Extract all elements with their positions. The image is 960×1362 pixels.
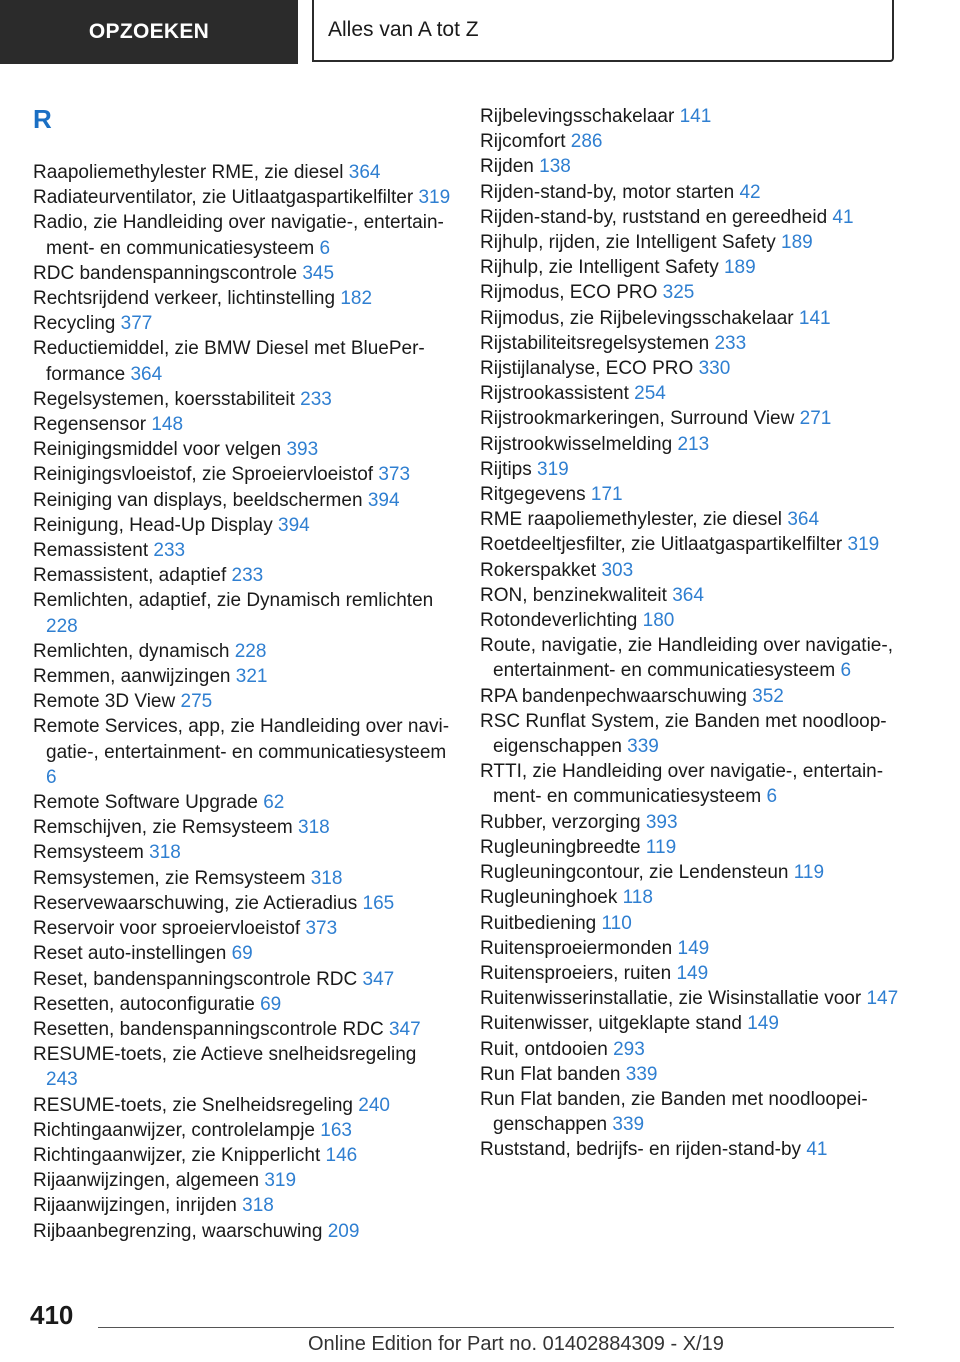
index-entry bbox=[480, 104, 920, 129]
page-reference-link[interactable]: 339 bbox=[612, 1114, 645, 1136]
index-entry bbox=[480, 306, 920, 331]
page-reference-link[interactable]: 209 bbox=[327, 1220, 360, 1242]
footer-divider bbox=[98, 1327, 894, 1328]
index-entry-text: Rijstrookassistent bbox=[480, 383, 629, 405]
index-entry bbox=[480, 406, 920, 431]
index-entry-text: Rokerspakket bbox=[480, 559, 597, 581]
index-entry-text: Richtingaanwijzer, controlelampje bbox=[33, 1119, 315, 1141]
index-entry bbox=[33, 185, 453, 210]
index-column-left bbox=[33, 160, 453, 1244]
page-reference-link[interactable]: 318 bbox=[149, 842, 181, 864]
index-entry bbox=[480, 180, 920, 205]
index-entry bbox=[33, 714, 453, 790]
section-tab[interactable]: OPZOEKEN bbox=[0, 0, 298, 64]
page-reference-link[interactable]: 149 bbox=[677, 937, 710, 959]
page-reference-link[interactable]: 373 bbox=[305, 918, 338, 940]
page-reference-link[interactable]: 110 bbox=[601, 912, 632, 934]
page-reference-link[interactable]: 325 bbox=[662, 282, 695, 304]
index-entry bbox=[480, 936, 920, 961]
index-entry bbox=[33, 160, 453, 185]
page-reference-link[interactable]: 6 bbox=[840, 660, 852, 682]
index-entry bbox=[33, 387, 453, 412]
page-reference-link[interactable]: 119 bbox=[793, 862, 825, 884]
page-reference-link[interactable]: 254 bbox=[634, 383, 666, 405]
index-entry-text: Remote Software Upgrade bbox=[33, 792, 258, 814]
index-entry bbox=[480, 205, 920, 230]
index-entry bbox=[33, 891, 453, 916]
page-reference-link[interactable]: 330 bbox=[698, 358, 731, 380]
edition-footer: Online Edition for Part no. 01402884309 - X/19 bbox=[308, 1333, 724, 1355]
page-reference-link[interactable]: 364 bbox=[348, 162, 381, 183]
page-reference-link[interactable]: 148 bbox=[151, 414, 184, 436]
index-entry-text: Raapoliemethylester RME, zie diesel bbox=[33, 162, 344, 183]
page-reference-link[interactable]: 318 bbox=[242, 1195, 274, 1217]
index-entry-text: Rijstrookwisselmelding bbox=[480, 433, 673, 455]
index-entry-text: Radio, zie Handleiding over navigatie-, entertainment- en communicatiesysteem bbox=[33, 212, 444, 259]
index-entry-text: RESUME-toets, zie Actieve snelheidsregeling bbox=[33, 1044, 417, 1066]
page-reference-link[interactable]: 233 bbox=[153, 540, 186, 562]
index-entry bbox=[33, 664, 453, 689]
index-entry-text: Run Flat banden, zie Banden met noodloopeigenschappen bbox=[480, 1088, 868, 1136]
index-entry bbox=[33, 210, 453, 260]
page-reference-link[interactable]: 171 bbox=[590, 484, 623, 506]
index-entry-text: Rijhulp, rijden, zie Intelligent Safety bbox=[480, 232, 776, 254]
index-entry bbox=[33, 513, 453, 538]
page-reference-link[interactable]: 347 bbox=[362, 968, 395, 990]
index-entry-text: Rechtsrijdend verkeer, lichtinstelling bbox=[33, 288, 336, 310]
index-entry-text: Ruitenwisser, uitgeklapte stand bbox=[480, 1013, 742, 1035]
index-entry bbox=[33, 639, 453, 664]
page-reference-link[interactable]: 149 bbox=[676, 962, 709, 984]
page-reference-link[interactable]: 147 bbox=[866, 988, 899, 1010]
page-reference-link[interactable]: 345 bbox=[302, 262, 335, 284]
index-entry-text: Recycling bbox=[33, 313, 116, 335]
index-entry-text: Remote 3D View bbox=[33, 691, 176, 713]
index-entry bbox=[33, 1118, 453, 1143]
page-reference-link[interactable]: 189 bbox=[781, 232, 813, 254]
index-entry-text: Rubber, verzorging bbox=[480, 811, 641, 833]
index-entry-text: Rijaanwijzingen, algemeen bbox=[33, 1170, 260, 1192]
page-number: 410 bbox=[30, 1300, 74, 1330]
index-entry-text: Route, navigatie, zie Handleiding over navigatie-, entertainment- en communicatiesysteem bbox=[480, 635, 893, 682]
index-entry bbox=[33, 311, 453, 336]
index-entry bbox=[480, 129, 920, 154]
index-entry bbox=[33, 992, 453, 1017]
index-entry-text: Rijbelevingsschakelaar bbox=[480, 106, 675, 127]
index-entry bbox=[33, 1143, 453, 1168]
index-entry-text: Run Flat banden bbox=[480, 1063, 621, 1085]
page-header bbox=[0, 0, 960, 64]
index-entry-text: Rijbaanbegrenzing, waarschuwing bbox=[33, 1220, 323, 1242]
index-entry bbox=[480, 532, 920, 557]
page-reference-link[interactable]: 119 bbox=[645, 836, 677, 858]
index-entry bbox=[33, 840, 453, 865]
page-reference-link[interactable]: 319 bbox=[537, 458, 569, 480]
index-entry bbox=[33, 286, 453, 311]
index-entry bbox=[33, 462, 453, 487]
index-entry-text: Remlichten, adaptief, zie Dynamisch remlichten bbox=[33, 590, 434, 612]
index-entry bbox=[33, 790, 453, 815]
page-reference-link[interactable]: 118 bbox=[622, 887, 653, 909]
index-entry bbox=[480, 1011, 920, 1036]
index-entry bbox=[33, 1193, 453, 1218]
index-entry-text: Rotondeverlichting bbox=[480, 610, 638, 632]
index-entry bbox=[33, 1017, 453, 1042]
page-reference-link[interactable]: 233 bbox=[300, 388, 332, 410]
index-entry-text: Ruit, ontdooien bbox=[480, 1038, 608, 1060]
index-entry-text: Regensensor bbox=[33, 414, 147, 436]
index-entry-text: Regelsystemen, koersstabiliteit bbox=[33, 388, 295, 410]
index-entry bbox=[480, 835, 920, 860]
index-entry bbox=[480, 608, 920, 633]
page-reference-link[interactable]: 303 bbox=[601, 559, 634, 581]
page-reference-link[interactable]: 364 bbox=[787, 509, 820, 531]
index-entry-text: Remsystemen, zie Remsysteem bbox=[33, 867, 306, 889]
index-entry bbox=[480, 986, 920, 1011]
index-entry-text: Reinigingsmiddel voor velgen bbox=[33, 439, 282, 461]
index-entry-text: Rijtips bbox=[480, 458, 532, 480]
index-entry-text: RME raapoliemethylester, zie diesel bbox=[480, 509, 783, 531]
index-entry bbox=[480, 154, 920, 179]
page-reference-link[interactable]: 41 bbox=[806, 1139, 828, 1161]
index-entry bbox=[480, 381, 920, 406]
index-entry bbox=[480, 482, 920, 507]
index-entry-text: Roetdeeltjesfilter, zie Uitlaatgaspartikelfilter bbox=[480, 534, 843, 556]
page-reference-link[interactable]: 165 bbox=[362, 892, 395, 914]
index-entry-text: Ruitensproeiers, ruiten bbox=[480, 962, 672, 984]
page-reference-link[interactable]: 149 bbox=[747, 1013, 779, 1035]
index-entry-text: Ruitensproeiermonden bbox=[480, 937, 673, 959]
index-entry bbox=[33, 488, 453, 513]
page-reference-link[interactable]: 377 bbox=[120, 313, 153, 335]
index-entry bbox=[480, 558, 920, 583]
index-entry bbox=[480, 709, 920, 759]
index-entry-text: Reservoir voor sproeiervloeistof bbox=[33, 918, 301, 940]
page-reference-link[interactable]: 394 bbox=[278, 514, 310, 536]
index-entry bbox=[480, 255, 920, 280]
index-entry-text: Reset auto-instellingen bbox=[33, 943, 227, 965]
page-reference-link[interactable]: 393 bbox=[286, 439, 319, 461]
index-entry-text: RON, benzinekwaliteit bbox=[480, 584, 667, 606]
index-entry-text: RESUME-toets, zie Snelheidsregeling bbox=[33, 1094, 353, 1116]
index-entry bbox=[33, 689, 453, 714]
index-entry-text: Rijstrookmarkeringen, Surround View bbox=[480, 408, 795, 430]
index-entry bbox=[480, 810, 920, 835]
page-reference-link[interactable]: 393 bbox=[645, 811, 678, 833]
page-reference-link[interactable]: 146 bbox=[325, 1144, 358, 1166]
index-entry-text: Rijcomfort bbox=[480, 131, 566, 153]
page-reference-link[interactable]: 352 bbox=[752, 685, 784, 707]
section-title: Alles van A tot Z bbox=[312, 0, 894, 62]
index-entry-text: Rijaanwijzingen, inrijden bbox=[33, 1195, 237, 1217]
index-entry-text: Ruitenwisserinstallatie, zie Wisinstallatie voor bbox=[480, 988, 862, 1010]
page-reference-link[interactable]: 141 bbox=[679, 106, 712, 127]
page-reference-link[interactable]: 69 bbox=[260, 993, 282, 1015]
index-entry bbox=[480, 684, 920, 709]
index-entry bbox=[480, 961, 920, 986]
page-reference-link[interactable]: 228 bbox=[234, 640, 267, 662]
index-entry-text: Reservewaarschuwing, zie Actieradius bbox=[33, 892, 358, 914]
index-entry bbox=[33, 1093, 453, 1118]
index-entry bbox=[480, 583, 920, 608]
index-entry bbox=[33, 1042, 453, 1092]
index-entry-text: Rijhulp, zie Intelligent Safety bbox=[480, 257, 719, 279]
index-entry bbox=[480, 356, 920, 381]
index-entry bbox=[33, 815, 453, 840]
page-reference-link[interactable]: 394 bbox=[367, 489, 400, 511]
page-reference-link[interactable]: 319 bbox=[418, 187, 451, 209]
index-entry bbox=[480, 280, 920, 305]
page-reference-link[interactable]: 319 bbox=[264, 1170, 297, 1192]
index-entry-text: Remassistent, adaptief bbox=[33, 565, 227, 587]
index-entry bbox=[480, 1137, 920, 1162]
index-entry-text: Rijden bbox=[480, 156, 534, 178]
page-reference-link[interactable]: 163 bbox=[320, 1119, 352, 1141]
page-reference-link[interactable]: 339 bbox=[625, 1063, 658, 1085]
index-entry-text: RSC Runflat System, zie Banden met noodloopeigenschappen bbox=[480, 710, 887, 758]
index-entry bbox=[33, 412, 453, 437]
index-entry-text: Reductiemiddel, zie BMW Diesel met BluePerformance bbox=[33, 338, 425, 385]
page-reference-link[interactable]: 6 bbox=[46, 766, 57, 788]
index-entry bbox=[480, 457, 920, 482]
index-entry-text: Ruitbediening bbox=[480, 912, 597, 934]
index-entry-text: Remmen, aanwijzingen bbox=[33, 666, 231, 688]
page-reference-link[interactable]: 319 bbox=[847, 534, 880, 556]
index-entry-text: Rijstijlanalyse, ECO PRO bbox=[480, 358, 694, 380]
index-entry bbox=[33, 916, 453, 941]
index-entry-text: Reiniging van displays, beeldschermen bbox=[33, 489, 363, 511]
index-entry bbox=[480, 911, 920, 936]
page-reference-link[interactable]: 318 bbox=[310, 867, 343, 889]
index-entry-text: Remlichten, dynamisch bbox=[33, 640, 230, 662]
page-reference-link[interactable]: 141 bbox=[798, 307, 831, 329]
index-entry-text: Rijden-stand-by, ruststand en gereedheid bbox=[480, 206, 828, 228]
page-reference-link[interactable]: 189 bbox=[723, 257, 756, 279]
index-entry bbox=[480, 1037, 920, 1062]
page-reference-link[interactable]: 182 bbox=[340, 288, 373, 310]
index-entry-text: Remschijven, zie Remsysteem bbox=[33, 817, 293, 839]
index-entry bbox=[33, 437, 453, 462]
page-reference-link[interactable]: 318 bbox=[298, 817, 330, 839]
index-entry bbox=[33, 941, 453, 966]
index-entry bbox=[480, 1087, 920, 1137]
index-entry-text: Rijstabiliteitsregelsystemen bbox=[480, 332, 710, 354]
index-entry bbox=[33, 866, 453, 891]
index-entry bbox=[480, 507, 920, 532]
index-entry bbox=[33, 336, 453, 386]
index-entry-text: Resetten, bandenspanningscontrole RDC bbox=[33, 1018, 384, 1040]
page-reference-link[interactable]: 62 bbox=[263, 792, 285, 814]
index-entry-text: Rijden-stand-by, motor starten bbox=[480, 181, 735, 203]
page-reference-link[interactable]: 138 bbox=[539, 156, 571, 178]
page-reference-link[interactable]: 69 bbox=[231, 943, 253, 965]
index-entry bbox=[33, 588, 453, 638]
index-entry bbox=[33, 538, 453, 563]
index-entry-text: Rijmodus, ECO PRO bbox=[480, 282, 658, 304]
index-entry bbox=[480, 331, 920, 356]
page-reference-link[interactable]: 286 bbox=[570, 131, 603, 153]
index-entry-text: RDC bandenspanningscontrole bbox=[33, 262, 298, 284]
page-reference-link[interactable]: 275 bbox=[180, 691, 213, 713]
index-entry-text: Reset, bandenspanningscontrole RDC bbox=[33, 968, 358, 990]
index-entry-text: RPA bandenpechwaarschuwing bbox=[480, 685, 747, 707]
index-entry bbox=[33, 261, 453, 286]
page-reference-link[interactable]: 233 bbox=[231, 565, 264, 587]
index-entry-text: Resetten, autoconfiguratie bbox=[33, 993, 255, 1015]
index-entry-text: Remassistent bbox=[33, 540, 149, 562]
index-entry-text: RTTI, zie Handleiding over navigatie-, entertainment- en communicatiesysteem bbox=[480, 761, 884, 808]
index-column-right bbox=[480, 104, 920, 1163]
page-reference-link[interactable]: 271 bbox=[799, 408, 832, 430]
index-entry-text: Radiateurventilator, zie Uitlaatgaspartikelfilter bbox=[33, 187, 414, 209]
index-entry-text: Remote Services, app, zie Handleiding over navigatie-, entertainment- en communicatiesysteem bbox=[33, 716, 450, 763]
page-reference-link[interactable]: 213 bbox=[677, 433, 710, 455]
index-entry bbox=[480, 759, 920, 809]
index-entry-text: Rijmodus, zie Rijbelevingsschakelaar bbox=[480, 307, 794, 329]
page-reference-link[interactable]: 373 bbox=[378, 464, 411, 486]
index-entry bbox=[480, 885, 920, 910]
page-reference-link[interactable]: 321 bbox=[235, 666, 268, 688]
index-entry bbox=[33, 967, 453, 992]
page-reference-link[interactable]: 6 bbox=[766, 786, 778, 808]
index-letter-heading: R bbox=[33, 104, 52, 134]
page-reference-link[interactable]: 228 bbox=[46, 615, 78, 637]
page-reference-link[interactable]: 243 bbox=[46, 1069, 78, 1091]
index-entry bbox=[33, 563, 453, 588]
index-entry-text: Ritgegevens bbox=[480, 484, 586, 506]
index-entry bbox=[33, 1168, 453, 1193]
page-reference-link[interactable]: 180 bbox=[642, 610, 675, 632]
index-entry-text: Reinigingsvloeistof, zie Sproeiervloeistof bbox=[33, 464, 374, 486]
index-entry-text: Richtingaanwijzer, zie Knipperlicht bbox=[33, 1144, 321, 1166]
page-reference-link[interactable]: 347 bbox=[388, 1018, 421, 1040]
page-reference-link[interactable]: 233 bbox=[714, 332, 747, 354]
page-reference-link[interactable]: 339 bbox=[627, 736, 659, 758]
page-reference-link[interactable]: 364 bbox=[672, 584, 704, 606]
index-entry-text: Remsysteem bbox=[33, 842, 144, 864]
index-entry-text: Rugleuninghoek bbox=[480, 887, 618, 909]
index-entry bbox=[480, 633, 920, 683]
page-reference-link[interactable]: 240 bbox=[358, 1094, 390, 1116]
page-reference-link[interactable]: 6 bbox=[319, 237, 331, 259]
index-entry-text: Reinigung, Head-Up Display bbox=[33, 514, 273, 536]
index-entry bbox=[33, 1219, 453, 1244]
index-entry bbox=[480, 230, 920, 255]
index-entry bbox=[480, 432, 920, 457]
index-entry bbox=[480, 1062, 920, 1087]
index-entry-text: Ruststand, bedrijfs- en rijden-stand-by bbox=[480, 1139, 802, 1161]
page-reference-link[interactable]: 41 bbox=[832, 206, 854, 228]
index-entry bbox=[480, 860, 920, 885]
page-reference-link[interactable]: 42 bbox=[739, 181, 761, 203]
page-reference-link[interactable]: 364 bbox=[130, 363, 163, 385]
index-entry-text: Rugleuningcontour, zie Lendensteun bbox=[480, 862, 789, 884]
index-entry-text: Rugleuningbreedte bbox=[480, 836, 641, 858]
page-reference-link[interactable]: 293 bbox=[613, 1038, 645, 1060]
